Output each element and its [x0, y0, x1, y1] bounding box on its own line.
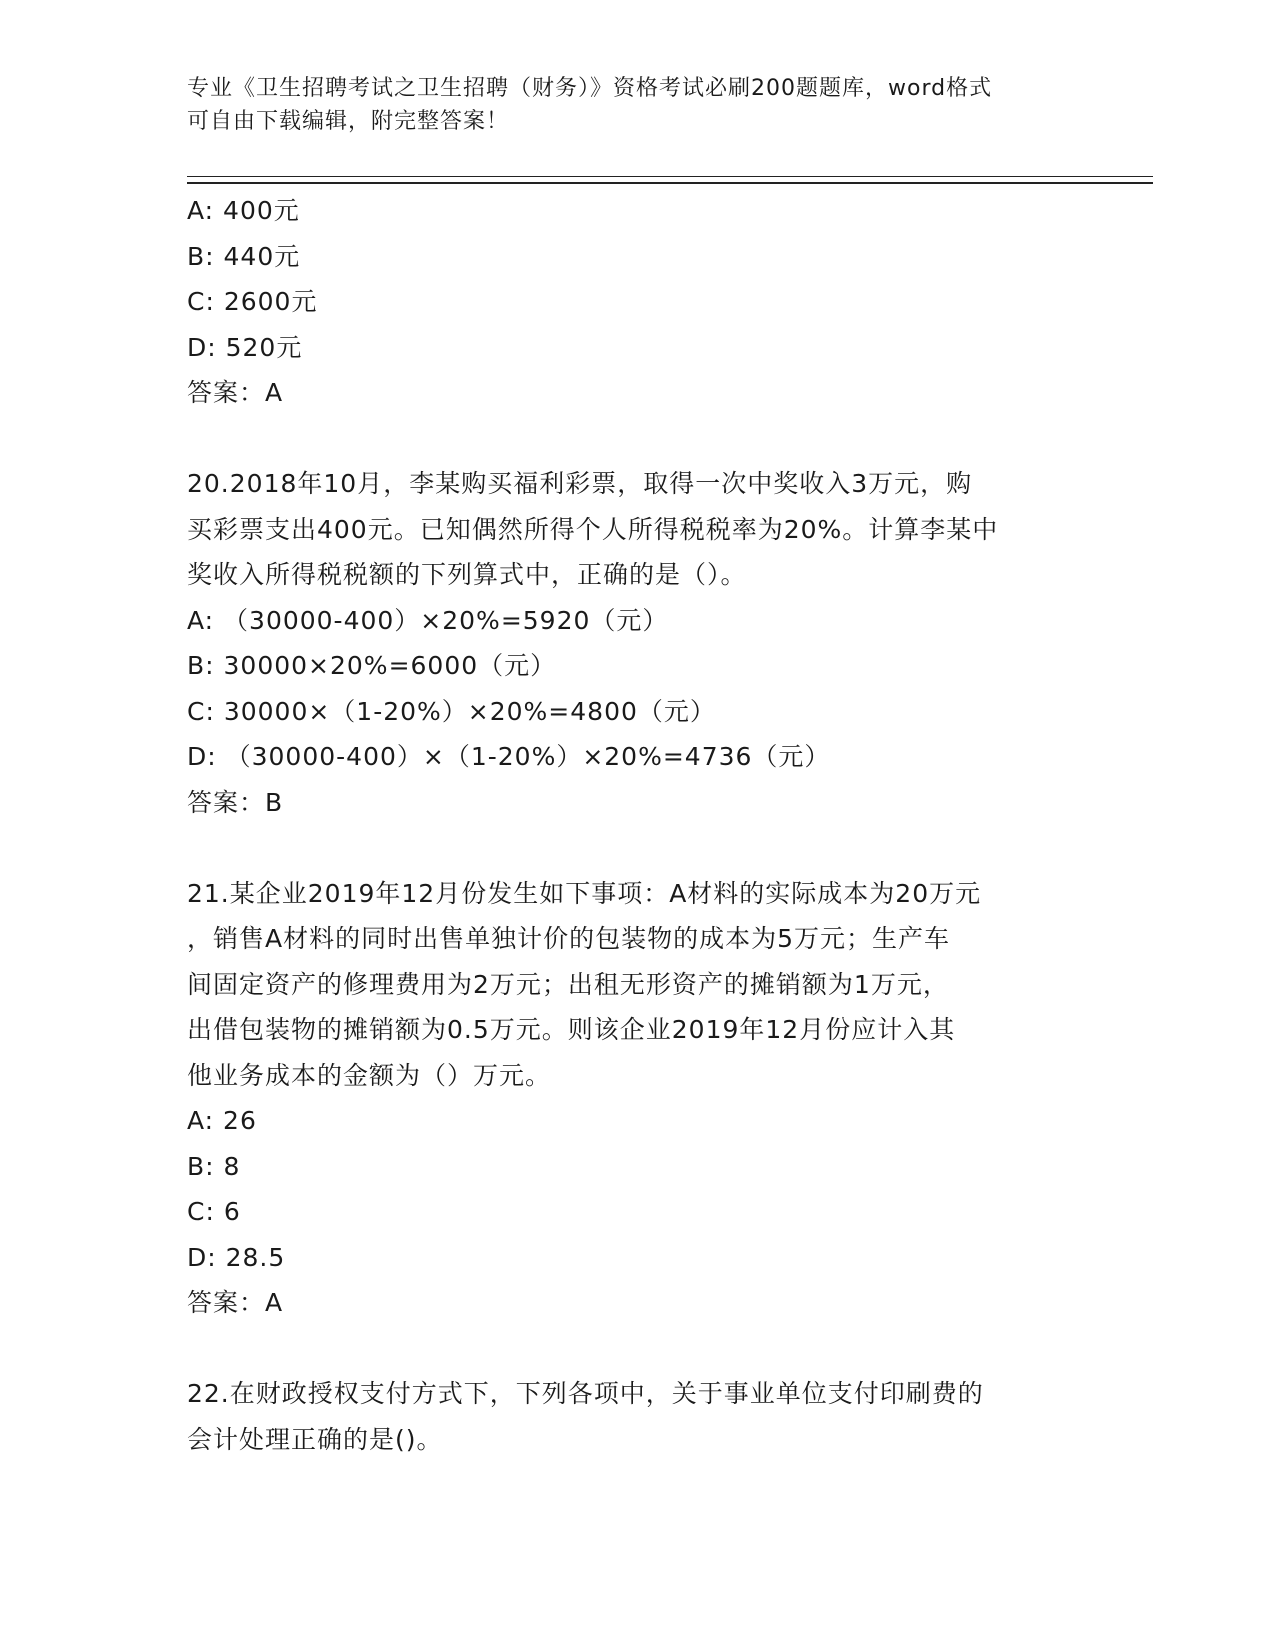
header-line-1: 专业《卫生招聘考试之卫生招聘（财务）》资格考试必刷200题题库，word格式 — [187, 76, 993, 101]
question-stem-line: ，销售A材料的同时出售单独计价的包装物的成本为5万元；生产车 — [187, 924, 951, 953]
option-d: D: （30000-400）×（1-20%）×20%=4736（元） — [187, 742, 831, 771]
question-stem-line: 22.在财政授权支付方式下，下列各项中，关于事业单位支付印刷费的 — [187, 1379, 984, 1408]
question-stem-line: 会计处理正确的是()。 — [187, 1424, 443, 1454]
question-block-continued — [187, 188, 1087, 416]
question-stem-line: 21.某企业2019年12月份发生如下事项：A材料的实际成本为20万元 — [187, 878, 982, 908]
option-a: A: （30000-400）×20%=5920（元） — [187, 605, 669, 635]
header-line-2: 可自由下载编辑，附完整答案！ — [187, 109, 510, 134]
option-d: D: 520元 — [187, 332, 303, 362]
option-c: C: 30000×（1-20%）×20%=4800（元） — [187, 696, 716, 726]
question-stem-line: 他业务成本的金额为（）万元。 — [187, 1060, 552, 1090]
question-21 — [187, 871, 1087, 1326]
option-c: C: 6 — [187, 1197, 241, 1226]
question-stem-line: 出借包装物的摊销额为0.5万元。则该企业2019年12月份应计入其 — [187, 1015, 956, 1044]
option-a: A: 400元 — [187, 196, 300, 225]
question-content — [187, 188, 1087, 1462]
question-stem-line: 买彩票支出400元。已知偶然所得个人所得税税率为20%。计算李某中 — [187, 514, 999, 544]
spacer — [187, 825, 1087, 871]
header-divider-thin — [187, 176, 1153, 177]
question-stem-line: 20.2018年10月，李某购买福利彩票，取得一次中奖收入3万元，购 — [187, 469, 973, 498]
answer: 答案：A — [187, 378, 284, 407]
answer: 答案：A — [187, 1288, 284, 1317]
option-b: B: 30000×20%=6000（元） — [187, 651, 557, 680]
option-b: B: 8 — [187, 1151, 241, 1181]
spacer — [187, 416, 1087, 462]
question-stem-line: 间固定资产的修理费用为2万元；出租无形资产的摊销额为1万元， — [187, 969, 949, 999]
option-a: A: 26 — [187, 1106, 257, 1135]
spacer — [187, 1326, 1087, 1372]
document-header — [187, 72, 1067, 138]
answer: 答案：B — [187, 787, 284, 817]
question-20 — [187, 461, 1087, 825]
question-stem-line: 奖收入所得税税额的下列算式中，正确的是（）。 — [187, 560, 747, 589]
question-22 — [187, 1371, 1087, 1462]
header-divider-thick — [187, 182, 1153, 184]
option-d: D: 28.5 — [187, 1242, 286, 1272]
option-b: B: 440元 — [187, 241, 301, 271]
option-c: C: 2600元 — [187, 287, 318, 316]
